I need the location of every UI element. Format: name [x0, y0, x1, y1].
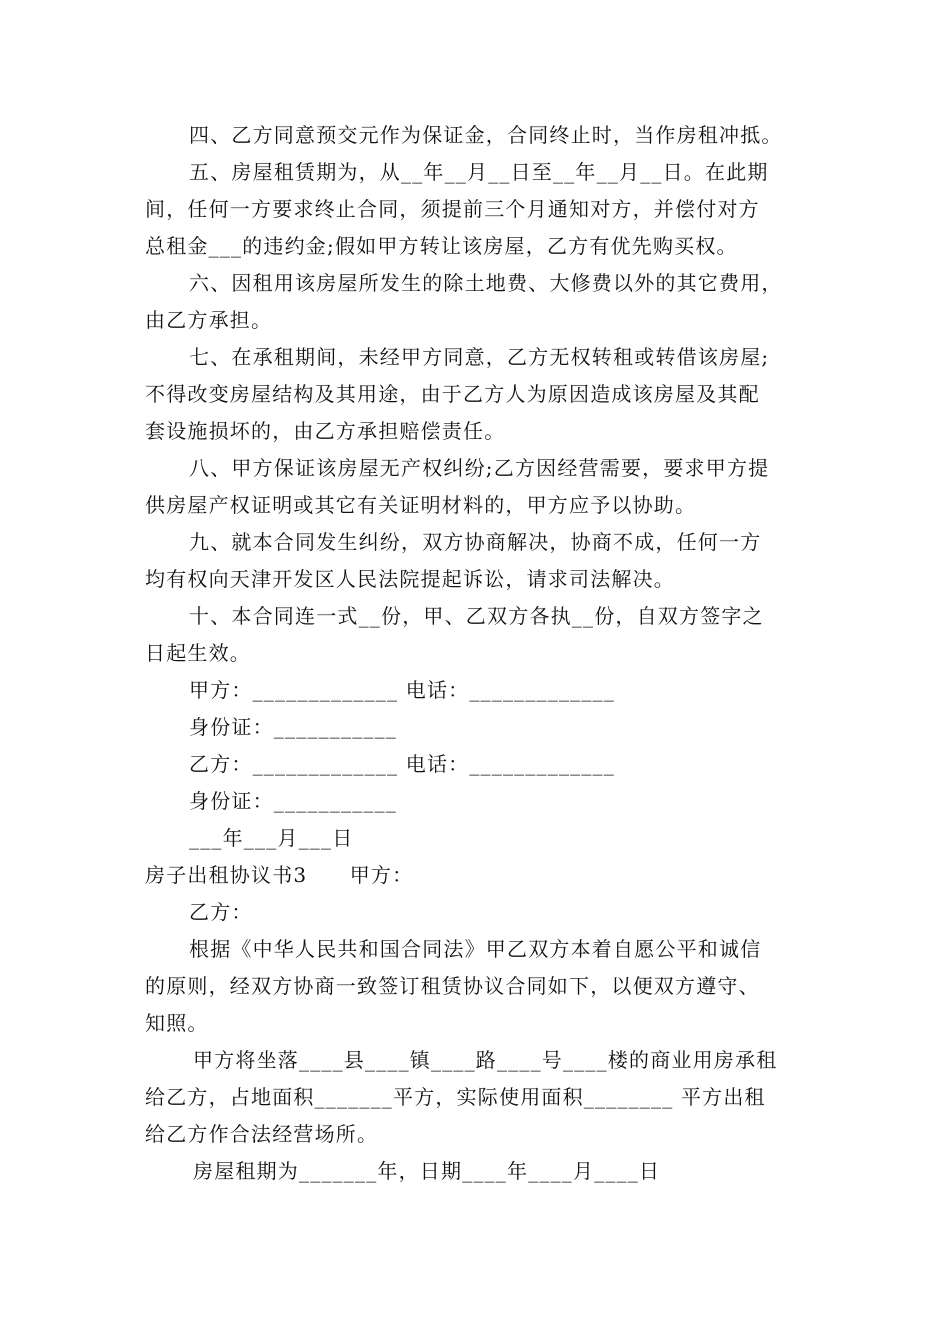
document-body	[145, 117, 813, 1190]
party-a-signature-line: 甲方：_____________ 电话：_____________	[189, 678, 615, 702]
clause-8-line-2: 供房屋产权证明或其它有关证明材料的，甲方应予以协助。	[145, 493, 697, 517]
agreement-3-party-b: 乙方：	[189, 900, 253, 924]
clause-5-line-3: 总租金___的违约金;假如甲方转让该房屋，乙方有优先购买权。	[145, 234, 738, 258]
premises-line-3: 给乙方作合法经营场所。	[145, 1122, 379, 1146]
signing-date-line: ___年___月___日	[189, 826, 354, 850]
clause-7-line-3: 套设施损坏的，由乙方承担赔偿责任。	[145, 419, 506, 443]
clause-9-line-1: 九、就本合同发生纠纷，双方协商解决，协商不成，任何一方	[189, 530, 762, 554]
clause-4-line-1: 四、乙方同意预交元作为保证金，合同终止时，当作房租冲抵。	[189, 123, 783, 147]
clause-5-line-1: 五、房屋租赁期为，从__年__月__日至__年__月__日。在此期	[189, 160, 769, 184]
agreement-3-preamble-line-2: 的原则，经双方协商一致签订租赁协议合同如下，以便双方遵守、	[145, 974, 760, 998]
clause-10-line-2: 日起生效。	[145, 641, 251, 665]
party-b-signature-line: 乙方：_____________ 电话：_____________	[189, 752, 615, 776]
premises-line-1: 甲方将坐落____县____镇____路____号____楼的商业用房承租	[193, 1048, 778, 1072]
clause-8-line-1: 八、甲方保证该房屋无产权纠纷;乙方因经营需要，要求甲方提	[189, 456, 770, 480]
party-a-id-line: 身份证：___________	[189, 715, 397, 739]
party-b-id-line: 身份证：___________	[189, 789, 397, 813]
premises-line-2: 给乙方，占地面积_______平方，实际使用面积________ 平方出租	[145, 1085, 766, 1109]
clause-10-line-1: 十、本合同连一式__份，甲、乙双方各执__份，自双方签字之	[189, 604, 764, 628]
clause-5-line-2: 间，任何一方要求终止合同，须提前三个月通知对方，并偿付对方	[145, 197, 760, 221]
clause-9-line-2: 均有权向天津开发区人民法院提起诉讼，请求司法解决。	[145, 567, 675, 591]
clause-7-line-2: 不得改变房屋结构及其用途，由于乙方人为原因造成该房屋及其配	[145, 382, 760, 406]
clause-6-line-1: 六、因租用该房屋所发生的除土地费、大修费以外的其它费用，	[189, 271, 783, 295]
agreement-3-preamble-line-1: 根据《中华人民共和国合同法》甲乙双方本着自愿公平和诚信	[189, 937, 762, 961]
lease-term-line: 房屋租期为_______年，日期____年____月____日	[193, 1159, 661, 1183]
clause-6-line-2: 由乙方承担。	[145, 308, 273, 332]
agreement-3-preamble-line-3: 知照。	[145, 1011, 209, 1035]
clause-7-line-1: 七、在承租期间，未经甲方同意，乙方无权转租或转借该房屋;	[189, 345, 770, 369]
agreement-3-heading: 房子出租协议书3 甲方：	[145, 863, 414, 887]
